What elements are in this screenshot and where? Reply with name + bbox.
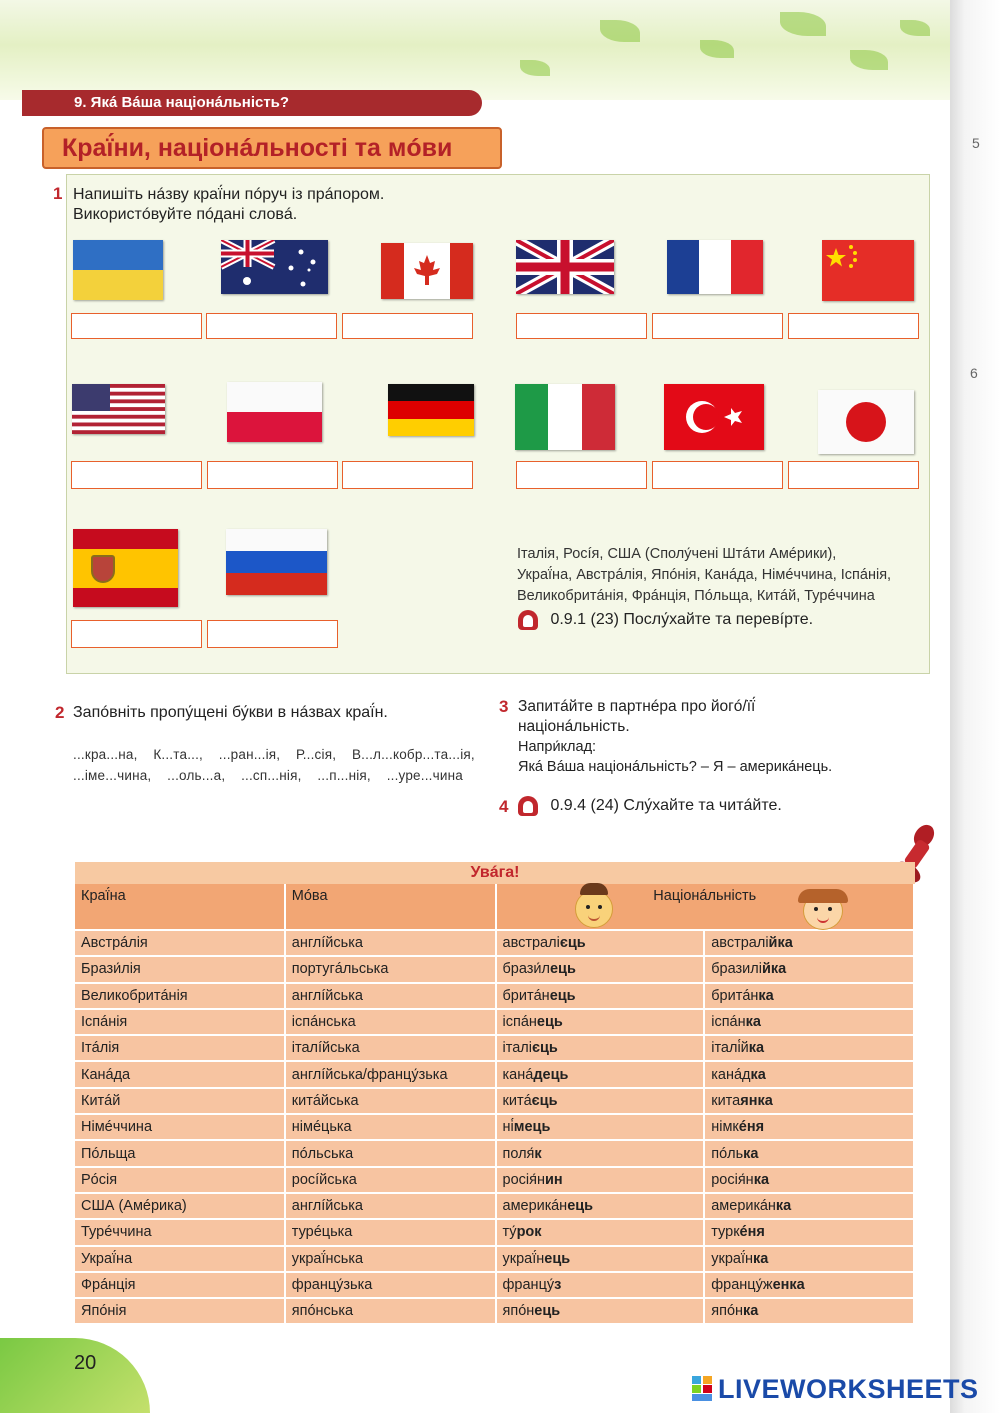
table-cell: росíйська (285, 1167, 496, 1193)
answer-field[interactable] (207, 461, 338, 489)
spain-flag (73, 529, 178, 607)
australia-flag (221, 240, 328, 294)
table-cell: Іспáнія (75, 1009, 285, 1035)
table-cell: япóнська (285, 1298, 496, 1323)
table-row (75, 1088, 914, 1114)
table-cell: англíйська (285, 983, 496, 1009)
table-cell: Турéччина (75, 1219, 285, 1245)
table-row (75, 1272, 914, 1298)
table-row (75, 1298, 914, 1323)
table-row (75, 1140, 914, 1166)
table-row (75, 983, 914, 1009)
france-flag (667, 240, 763, 294)
answer-field[interactable] (516, 461, 647, 489)
boy-face-icon (575, 890, 613, 928)
table-row (75, 1114, 914, 1140)
table-cell: брази́лець (496, 956, 705, 982)
headphones-icon (518, 610, 538, 630)
table-row (75, 956, 914, 982)
table-cell: канáдець (496, 1061, 705, 1087)
answer-field[interactable] (206, 313, 337, 339)
canada-flag (381, 243, 473, 299)
exercise-2-line: ...кра...на, К...та..., ...ран...ія, Р...сія, В...л...кобр...та...ія, (73, 747, 475, 762)
table-row (75, 1219, 914, 1245)
table-cell: турéцька (285, 1219, 496, 1245)
exercise-2-line: ...іме...чина, ...оль...а, ...сп...нія, ...п...нія, ...уре...чина (73, 768, 463, 783)
exercise-number: 1 (53, 184, 63, 203)
table-cell: япóнець (496, 1298, 705, 1323)
table-row (75, 1061, 914, 1087)
section-title: Краї́ни, націонáльності та мóви (42, 127, 502, 169)
answer-field[interactable] (788, 461, 919, 489)
edge-number: 6 (970, 365, 978, 381)
table-cell: іспáнська (285, 1009, 496, 1035)
adjacent-page-edge (950, 0, 1000, 1413)
table-row (75, 1193, 914, 1219)
answer-field[interactable] (71, 313, 202, 339)
poland-flag (227, 382, 322, 442)
table-row (75, 930, 914, 956)
table-cell: Брази́лія (75, 956, 285, 982)
table-cell: Австрáлія (75, 930, 285, 956)
answer-field[interactable] (71, 620, 202, 648)
table-cell: США (Амéрика) (75, 1193, 285, 1219)
answer-field[interactable] (342, 313, 473, 339)
exercise-number: 4 (499, 797, 509, 816)
table-cell: італі́йка (704, 1035, 914, 1061)
answer-field[interactable] (788, 313, 919, 339)
table-cell: Фрáнція (75, 1272, 285, 1298)
table-cell: украї́нець (496, 1246, 705, 1272)
table-cell: францу́зька (285, 1272, 496, 1298)
table-cell: пóлька (704, 1140, 914, 1166)
china-flag (822, 240, 914, 301)
table-cell: Япóнія (75, 1298, 285, 1323)
table-cell: італієць (496, 1035, 705, 1061)
table-cell: Пóльща (75, 1140, 285, 1166)
page-number: 20 (74, 1352, 97, 1374)
table-cell: китáйська (285, 1088, 496, 1114)
table-cell: китаянка (704, 1088, 914, 1114)
answer-field[interactable] (207, 620, 338, 648)
watermark: LIVEWORKSHEETS (718, 1374, 979, 1404)
answer-field[interactable] (652, 313, 783, 339)
japan-flag (818, 390, 914, 454)
table-cell: Німéччина (75, 1114, 285, 1140)
word-bank: Італія, Росíя, США (Сполу́чені Штáти Амéрики), Украї́на, Австрáлія, Япóнія, Канáда, Німéччина, Іспáнія, Великобритáнія, Фрáнція, Пóльща, Китáй, Турéччина (517, 546, 892, 604)
table-cell: англíйська/францу́зька (285, 1061, 496, 1087)
germany-flag (388, 384, 474, 436)
table-cell: іспáнка (704, 1009, 914, 1035)
turkey-flag (664, 384, 764, 450)
table-cell: італíйська (285, 1035, 496, 1061)
table-cell: Рóсія (75, 1167, 285, 1193)
exercise-number: 3 (499, 697, 509, 716)
table-cell: португáльська (285, 956, 496, 982)
table-row (75, 1035, 914, 1061)
italy-flag (515, 384, 615, 450)
audio-line-2: 0.9.4 (24) Слу́хайте та читáйте. (518, 796, 782, 816)
table-cell: Канáда (75, 1061, 285, 1087)
table-cell: бритáнка (704, 983, 914, 1009)
exercise-number: 2 (55, 703, 65, 722)
nationality-table (75, 884, 915, 1323)
table-cell: америкáнка (704, 1193, 914, 1219)
table-cell: бразилійка (704, 956, 914, 982)
table-cell: францу́женка (704, 1272, 914, 1298)
header-decoration (0, 0, 960, 100)
table-cell: украї́нська (285, 1246, 496, 1272)
russia-flag (226, 529, 327, 595)
table-cell: ні́мець (496, 1114, 705, 1140)
table-cell: япóнка (704, 1298, 914, 1323)
table-cell: Великобритáнія (75, 983, 285, 1009)
table-cell: австралійка (704, 930, 914, 956)
table-cell: англíйська (285, 930, 496, 956)
column-header: Націонáльність (496, 884, 915, 930)
column-header: Краї́на (75, 884, 285, 930)
table-cell: росія́нка (704, 1167, 914, 1193)
table-row (75, 1167, 914, 1193)
table-cell: поля́к (496, 1140, 705, 1166)
answer-field[interactable] (652, 461, 783, 489)
table-cell: украї́нка (704, 1246, 914, 1272)
usa-flag (72, 384, 165, 434)
edge-number: 5 (972, 135, 980, 151)
uk-flag (516, 240, 614, 294)
liveworksheets-logo-icon (692, 1376, 714, 1402)
table-cell: англíйська (285, 1193, 496, 1219)
page-corner-decoration (0, 1338, 150, 1413)
answer-field[interactable] (71, 461, 202, 489)
audio-line-1: 0.9.1 (23) Послу́хайте та перевíрте. (518, 610, 813, 630)
table-cell: німéцька (285, 1114, 496, 1140)
table-cell: Китáй (75, 1088, 285, 1114)
table-cell: австралієць (496, 930, 705, 956)
table-cell: росія́нин (496, 1167, 705, 1193)
exercise-2-instruction: Запóвніть пропу́щені бу́кви в нáзвах краї́н. (73, 704, 388, 721)
lesson-heading: 9. Якá Вáша націонáльність? (22, 90, 482, 116)
table-cell: ту́рок (496, 1219, 705, 1245)
table-cell: Ітáлія (75, 1035, 285, 1061)
table-cell: іспáнець (496, 1009, 705, 1035)
table-cell: китáєць (496, 1088, 705, 1114)
exercise-1-instruction: Напишіть нáзву краї́ни пóруч із прáпором. Використóвуйте пóдані словá. (73, 186, 385, 223)
table-cell: німкéня (704, 1114, 914, 1140)
table-row (75, 1246, 914, 1272)
table-cell: Украї́на (75, 1246, 285, 1272)
answer-field[interactable] (342, 461, 473, 489)
table-cell: пóльська (285, 1140, 496, 1166)
answer-field[interactable] (516, 313, 647, 339)
ukraine-flag (73, 240, 163, 300)
table-cell: бритáнець (496, 983, 705, 1009)
table-cell: францу́з (496, 1272, 705, 1298)
attention-banner: Увáга! (75, 862, 915, 884)
exercise-3-instruction: Запитáйте в партнéра про йогó/її́ націонáльність. Напри́клад: Якá Вáша націонáльність? – Я – америкáнець. (518, 698, 833, 775)
table-row (75, 1009, 914, 1035)
table-cell: туркéня (704, 1219, 914, 1245)
table-cell: америкáнець (496, 1193, 705, 1219)
girl-face-icon (803, 892, 843, 930)
table-cell: канáдка (704, 1061, 914, 1087)
column-header: Мóва (285, 884, 496, 930)
headphones-icon (518, 796, 538, 816)
